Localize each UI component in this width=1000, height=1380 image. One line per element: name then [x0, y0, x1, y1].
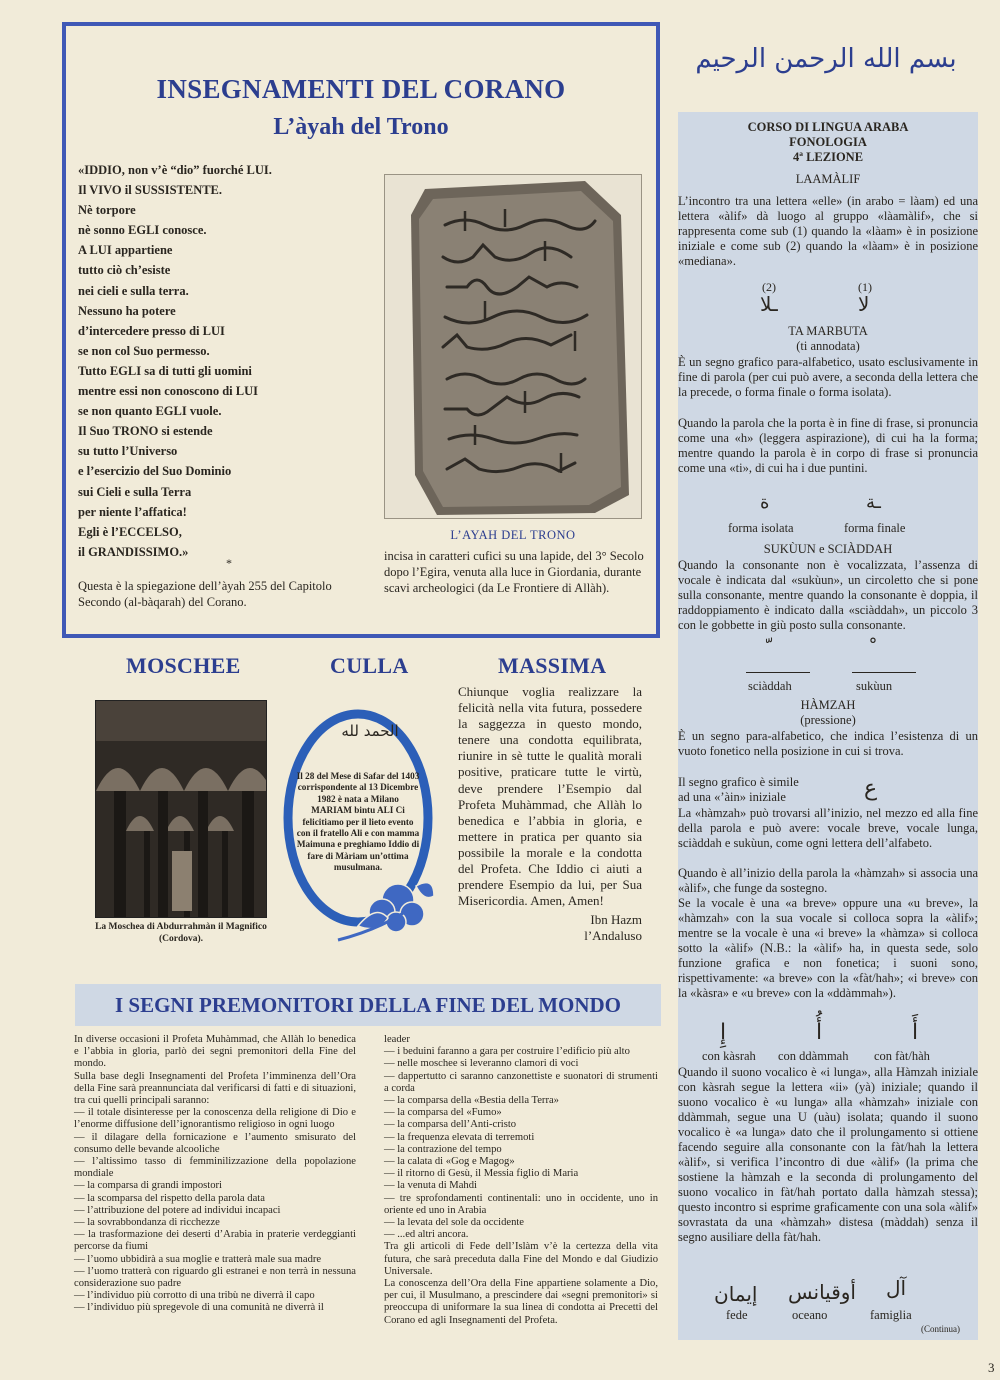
verse-line: A LUI appartiene [78, 243, 173, 258]
example-label-famiglia: famiglia [870, 1308, 912, 1322]
segni-item: — l’individuo più corrotto di una tribù ne diverrà il capo [74, 1290, 315, 1302]
verse-line: e l’esercizio del Suo Dominio [78, 464, 232, 479]
ta-marbuta-title: TA MARBUTA [788, 324, 868, 338]
mosque-photo [95, 700, 267, 918]
segni-item: — il totale disinteresse per la conoscenza della religione di Dio e l’enorme diffusione dell’ignorantismo religioso in ogni luogo [74, 1107, 356, 1131]
verse-line: Tutto EGLI sa di tutti gli uomini [78, 363, 252, 378]
ta-marbuta-text-1: È un segno grafico para-alfabetico, usato esclusivamente in fine di parola (per cui può avere, a seconda della lettera che la precede, o forma finale o forma isolata). [678, 355, 978, 399]
verse-line: se non col Suo permesso. [78, 343, 210, 358]
hamzah-similar-1: Il segno grafico è simile [678, 775, 799, 789]
hamzah-subtitle: (pressione) [800, 713, 856, 727]
sukun-title: SUKÙUN e SCIÀDDAH [763, 542, 893, 556]
massima-author [540, 912, 642, 944]
example-word-oceano: أوقيانس [788, 1280, 856, 1304]
segni-paragraph: La conoscenza dell’Ora della Fine appartiene solamente a Dio, per cui, il Musulmano, a prescindere dai «segni premonitori» si preoccupa di uniformare la sua linea di condotta ai Precetti del Corano ed agli Insegnamenti del Profeta. [384, 1278, 658, 1326]
lesson-heading-3: 4ª LEZIONE [792, 150, 864, 164]
segni-right-column [384, 1034, 658, 1327]
segni-item: — l’individuo più spregevole di una comunità ne diverrà il [74, 1302, 324, 1314]
segni-item: — la frequenza elevata di terremoti [384, 1131, 535, 1143]
verse-line: nè sonno EGLI conosce. [78, 223, 207, 238]
author-origin: l’Andaluso [584, 928, 642, 943]
ayah-subtitle: L’àyah del Trono [273, 114, 449, 140]
segni-item: — la contrazione del tempo [384, 1143, 502, 1155]
verse-line: tutto ciò ch’esiste [78, 263, 171, 278]
laamalif-label-1: (1) [858, 280, 872, 294]
example-word-fede: إيمان [714, 1282, 758, 1306]
ayah-explanation: Questa è la spiegazione dell’àyah 255 del Capitolo Secondo (al-bàqarah) del Corano. [78, 579, 332, 609]
sukun-line [852, 672, 916, 673]
verse-line: Egli è l’ECCELSO, [78, 524, 182, 539]
segni-item: — la comparsa del «Fumo» [384, 1107, 502, 1119]
mosque-caption: La Moschea di Abdurrahmàn il Magnifico (Cordova). [95, 922, 267, 944]
fathah-label: con fàt/hàh [874, 1049, 930, 1063]
verse-line: se non quanto EGLI vuole. [78, 404, 222, 419]
hamzah-text-1: È un segno para-alfabetico, che indica l’esistenza di un vuoto fonetico nella posizione in cui si trova. [678, 729, 978, 758]
verse-line: «IDDIO, non v’è “dio” fuorché LUI. [78, 163, 272, 177]
segni-item: — ...ed altri ancora. [384, 1229, 469, 1241]
segni-item: — la comparsa dell’Anti-cristo [384, 1119, 517, 1131]
continua-label: (Continua) [921, 1324, 960, 1334]
verse-line: per niente l’affatica! [78, 504, 187, 519]
segni-item: — la sovrabbondanza di ricchezze [74, 1217, 220, 1229]
stone-photo-caption: L’AYAH DEL TRONO [450, 528, 576, 542]
lesson-heading-1: CORSO DI LINGUA ARABA [747, 120, 909, 134]
stone-photo-description: incisa in caratteri cufici su una lapide, del 3° Secolo dopo l’Egira, venuta alla luce in Giordania, durante scavi archeologici (da Le Frontiere di Allàh). [384, 549, 644, 595]
segni-item: — la trasformazione dei deserti d’Arabia in praterie verdeggianti percorse da fiumi [74, 1229, 356, 1253]
segni-item: — dappertutto ci saranno canzonettiste e suonatori di strumenti a corda [384, 1070, 658, 1094]
ta-glyph-final: ـة [866, 492, 881, 513]
verse-line: su tutto l’Universo [78, 444, 178, 459]
verse-line: il GRANDISSIMO.» [78, 544, 189, 559]
ta-label-isolated: forma isolata [728, 521, 794, 535]
ta-glyph-isolated: ة [760, 492, 770, 513]
kasrah-label: con kàsrah [702, 1049, 756, 1063]
segni-item: — la comparsa della «Bestia della Terra» [384, 1095, 559, 1107]
shadda-line [746, 672, 810, 673]
segni-left-column [74, 1034, 356, 1315]
segni-item: — la venuta di Mahdi [384, 1180, 477, 1192]
segni-item: — il ritorno di Gesù, il Messia figlio di Maria [384, 1168, 579, 1180]
ta-marbuta-text-2: Quando la parola che la porta è in fine di frase, si pronuncia come una «h» (leggera aspirazione), di cui ha la forma; mentre quando la parola è in corpo di frase si pronuncia come una «ti», di cui ha i due puntini. [678, 416, 978, 475]
moschee-title: MOSCHEE [126, 653, 241, 678]
ta-marbuta-subtitle: (ti annodata) [796, 339, 860, 353]
segni-item: — il dilagare della fornicazione e l’aumento smisurato del consumo delle bevande alcooliche [74, 1131, 356, 1155]
hamzah-similar-2: ad una «’àin» iniziale [678, 790, 786, 804]
segni-item: — l’uomo ubbidirà a sua moglie e tratterà male sua madre [74, 1253, 322, 1265]
author-name: Ibn Hazm [590, 912, 642, 927]
ayah-title: INSEGNAMENTI DEL CORANO [156, 74, 566, 104]
verse-line: Nessuno ha potere [78, 303, 176, 318]
segni-item: — la levata del sole da occidente [384, 1217, 525, 1229]
hamzah-text-2: La «hàmzah» può trovarsi all’inizio, nel mezzo ed alla fine della parola e può avere: vocale breve, vocale lunga, sciàddah e sukùun, come ogni lettera dell’alfabeto. [678, 806, 978, 850]
shadda-label: sciàddah [748, 679, 792, 693]
ayah-verse-lines [78, 160, 378, 562]
hamzah-text-3: Quando è all’inizio della parola la «hàmzah» si associa una «àlif», che funge da sostegno. [678, 866, 978, 895]
segni-item: — la scomparsa del rispetto della parola data [74, 1192, 265, 1204]
segni-item: — nelle moschee si leveranno clamori di voci [384, 1058, 579, 1070]
laamalif-text: L’incontro tra una lettera «elle» (in arabo = làam) ed una lettera «àlif» dà luogo al gruppo «làamàlif», che si rappresenta come sub (1) quando la «làam» è in posizione iniziale e come sub (2) quando la «làam» è in posizione «mediana». [678, 194, 978, 268]
laamalif-glyph-medial: ـلا [760, 292, 778, 316]
arabic-lesson-panel [678, 112, 978, 1340]
massima-title: MASSIMA [498, 653, 607, 678]
sukun-text: Quando la consonante non è vocalizzata, l’assenza di vocale è indicata dal «sukùun», un circoletto che si pone sulla consonante, mentre quando la consonante è doppia, il raddoppiamento è indicato dalla «sciàddah», un piccolo 3 con le gobbette in giù posto sulla consonante. [678, 558, 978, 632]
segni-item: — la comparsa di grandi impostori [74, 1180, 222, 1192]
segni-item: — la calata di «Gog e Magog» [384, 1156, 515, 1168]
verse-line: mentre essi non conoscono di LUI [78, 384, 258, 399]
ta-label-final: forma finale [844, 521, 906, 535]
example-label-oceano: oceano [792, 1308, 828, 1322]
segni-title: I SEGNI PREMONITORI DELLA FINE DEL MONDO [75, 984, 661, 1026]
laamalif-glyph-initial: لا [858, 292, 870, 316]
segni-paragraph: Tra gli articoli di Fede dell’Islàm v’è la certezza della vita futura, che sarà preceduta dalla Fine del Mondo e dal Giudizio Universale. [384, 1241, 658, 1277]
segni-item: leader [384, 1034, 410, 1045]
ain-glyph: ع [864, 776, 878, 801]
verse-line: nei cieli e sulla terra. [78, 283, 189, 298]
alif-kasrah-glyph: إِ [720, 1020, 727, 1045]
segni-item: — l’altissimo tasso di femminilizzazione della popolazione mondiale [74, 1156, 356, 1180]
verse-line: Il Suo TRONO si estende [78, 424, 213, 439]
laamalif-label-2: (2) [762, 280, 776, 294]
ayah-article-box [62, 22, 660, 638]
segni-paragraph: Sulla base degli Insegnamenti del Profeta l’imminenza dell’Ora della Fine sarà preannunciata dal verificarsi di fatti e di situazioni, tra cui quelli principali saranno: [74, 1070, 356, 1107]
massima-text: Chiunque voglia realizzare la felicità nella vita futura, possedere la saggezza in questo mondo, tenere una condotta equilibrata, riunire in sè tutte le qualità morali positive, praticare tutte le virtù, deve prendere l’Esempio dal Profeta Muhàmmad, che Allàh lo benedica e l’abbia in gloria, e mettere in pratica per quanto sia possibile la morale e la condotta del Profeta. Che Iddio ci aiuti a prendere Esempio da lui, per Sua Misericordia. Amen, Amen! [458, 684, 642, 909]
stone-tablet-photo [384, 174, 642, 519]
hamzah-text-5: Quando il suono vocalico è «i lunga», alla Hàmzah iniziale con kàsrah segue la lettera «ii» (yà) iniziale; quando il suono vocalico è «u lunga» alla «hàmzah» iniziale con ddàmmah, segue una U (uàu) isolata; quando il suono vocalico è «a lunga» dato che il prolungamento si ottiene facendo seguire alla consonante con la fàt/hah la lettera «àlif», si verifica l’incontro di due «àlif» (la prima che sostiene la hàmzah e la seconda di prolungamento del suono vocalico in fàt/hah portato dalla hàmzah stessa); questo incontro si esprime graficamente con una sola «àlif» sovrastata da una «hàmzah» distesa (màddah) senza il segno ausiliare della fàt/hah. [678, 1065, 978, 1244]
page-number: 3 [988, 1360, 995, 1375]
example-label-fede: fede [726, 1308, 748, 1322]
hamzah-title: HÀMZAH [800, 698, 856, 712]
segni-item: — i beduini faranno a gara per costruire l’edificio più alto [384, 1046, 630, 1058]
verse-line: sui Cieli e sulla Terra [78, 484, 192, 499]
verse-line: d’intercedere presso di LUI [78, 323, 225, 338]
bismillah-calligraphy: بسم الله الرحمن الرحيم [695, 44, 957, 74]
segni-item: — l’attribuzione del potere ad individui incapaci [74, 1204, 281, 1216]
hamzah-text-4: Se la vocale è una «a breve» oppure una «u breve», la «hàmzah» con la sua vocale si colloca sopra la «àlif»; mentre se la vocale è una «i breve» la «hàmza» si colloca sotto la «àlif» (N.B.: la «àlif» ha, in questa sede, solo funzione grafica e non fonetica; i suoni sono, rispettivamente: «a breve» con la «fàt/hah»; «i breve» con la «kàsra» e «u breve» con la «ddàmmah»). [678, 896, 978, 1000]
culla-title: CULLA [330, 653, 409, 678]
ddammah-label: con ddàmmah [778, 1049, 849, 1063]
verse-line: Il VIVO il SUSSISTENTE. [78, 183, 223, 198]
lesson-heading-2: FONOLOGIA [789, 135, 867, 149]
segni-item: — l’uomo tratterà con riguardo gli estranei e non terrà in nessuna considerazione suo padre [74, 1265, 356, 1290]
example-word-famiglia: آل [886, 1276, 907, 1300]
laamalif-title: LAAMÀLIF [795, 172, 861, 186]
separator-star: * [226, 556, 232, 570]
segni-item: — tre sprofondamenti continentali: uno in occidente, uno in oriente ed uno in Arabia [384, 1192, 658, 1216]
verse-line: Nè torpore [78, 203, 136, 218]
alif-fathah-glyph: أَ [912, 1020, 919, 1045]
alif-ddammah-glyph: أُ [816, 1020, 823, 1045]
culla-text: Il 28 del Mese di Safar del 1403 corrispondente al 13 Dicembre 1982 è nata a Milano MARIAM bintu ALI Ci felicitiamo per il lieto evento con il fratello Ali e con mamma Maimuna e preghiamo Iddio di fare di Màriam un’ottima musulmana. [296, 771, 420, 873]
sukun-label: sukùun [856, 679, 893, 693]
segni-paragraph: In diverse occasioni il Profeta Muhàmmad, che Allàh lo benedica e l’abbia in gloria, parlò dei segni premonitori della Fine del mondo. [74, 1034, 356, 1070]
culla-arabic: الحمد لله [341, 722, 399, 740]
